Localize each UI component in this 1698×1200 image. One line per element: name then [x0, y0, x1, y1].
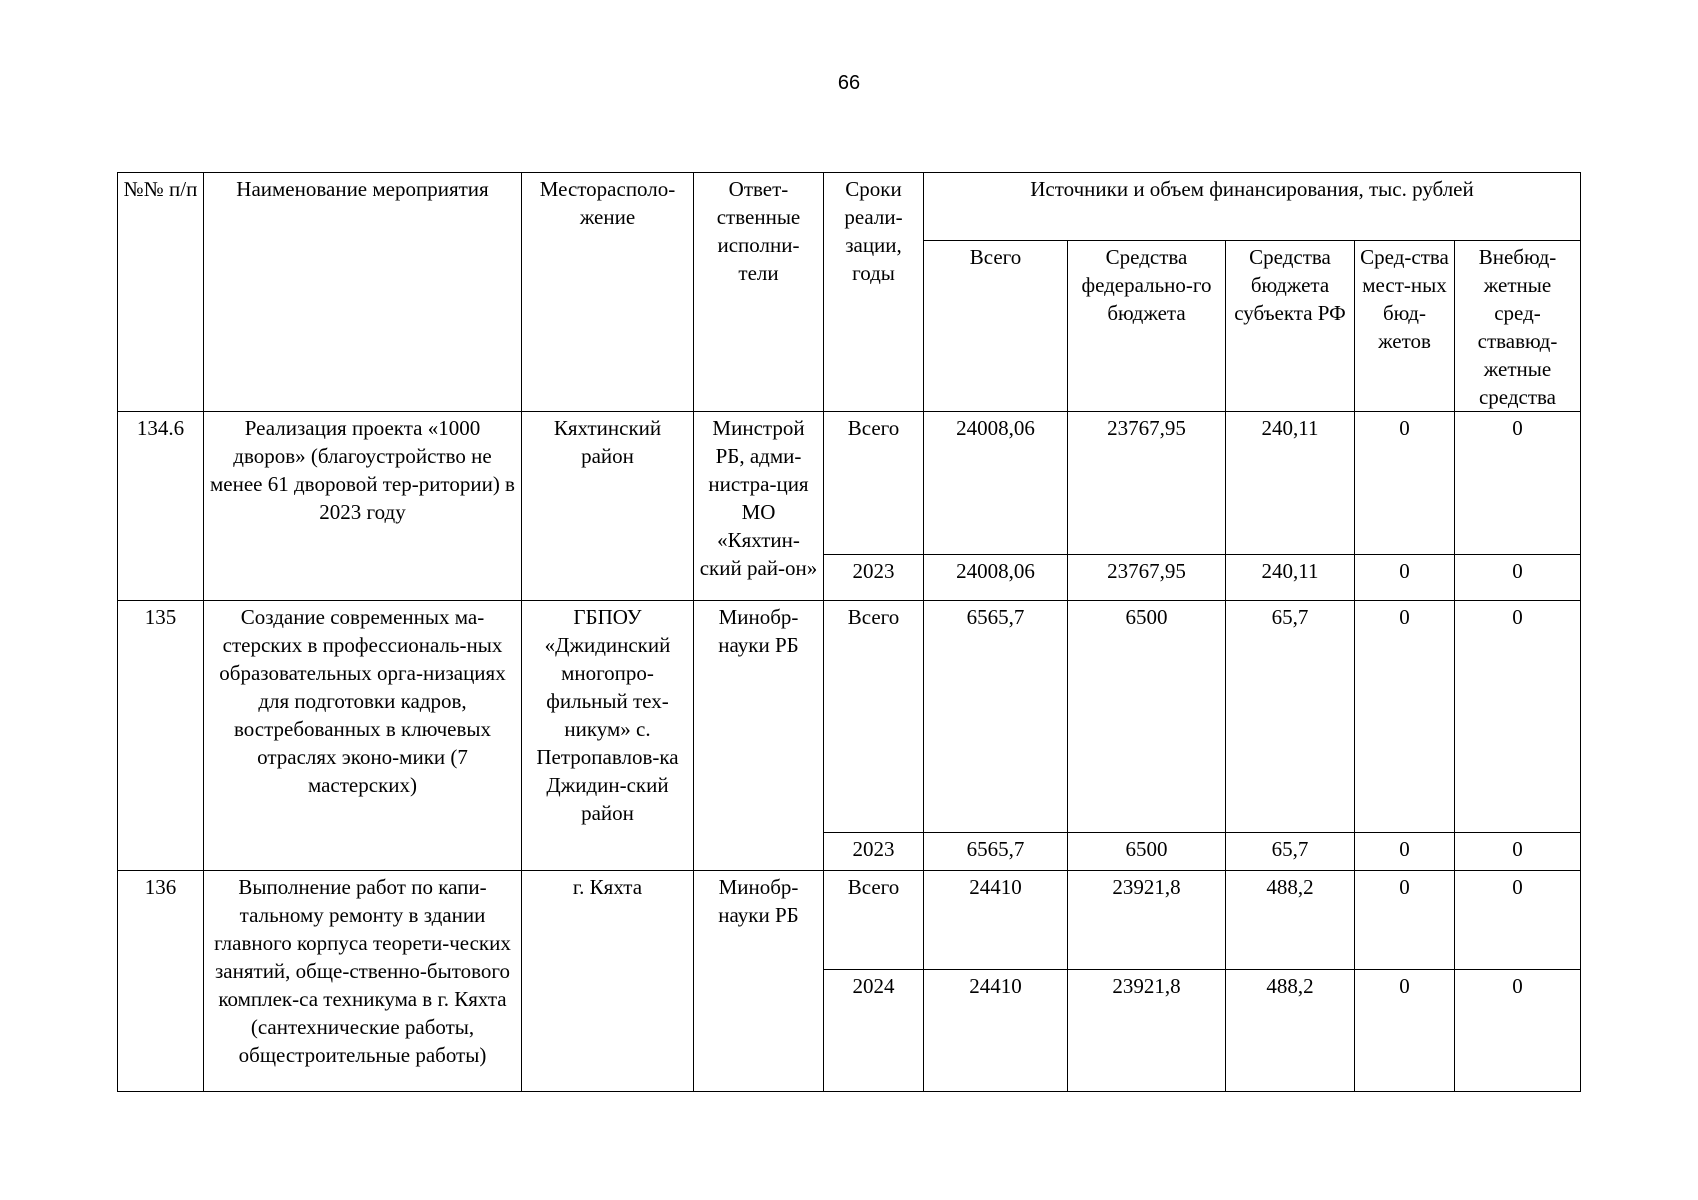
row-extra: 0	[1455, 601, 1581, 833]
row-subject: 240,11	[1226, 555, 1355, 601]
row-federal: 23921,8	[1068, 871, 1226, 970]
row-responsible: Минобр-науки РБ	[694, 601, 824, 871]
table-row	[118, 601, 1581, 833]
row-extra: 0	[1455, 871, 1581, 970]
row-total: 6565,7	[924, 833, 1068, 871]
row-federal: 23767,95	[1068, 412, 1226, 555]
row-local: 0	[1355, 601, 1455, 833]
row-total: 24410	[924, 970, 1068, 1092]
row-subject: 488,2	[1226, 871, 1355, 970]
header-federal: Средства федерально-го бюджета	[1068, 241, 1226, 412]
header-num: №№ п/п	[118, 173, 204, 412]
table-row	[118, 871, 1581, 970]
header-responsible: Ответ-ственные исполни-тели	[694, 173, 824, 412]
row-local: 0	[1355, 555, 1455, 601]
header-sources: Источники и объем финансирования, тыс. рублей	[924, 173, 1581, 241]
header-subject: Средства бюджета субъекта РФ	[1226, 241, 1355, 412]
row-local: 0	[1355, 970, 1455, 1092]
row-subject: 488,2	[1226, 970, 1355, 1092]
row-term: Всего	[824, 412, 924, 555]
row-term: 2023	[824, 555, 924, 601]
row-local: 0	[1355, 871, 1455, 970]
row-total: 6565,7	[924, 601, 1068, 833]
row-name: Реализация проекта «1000 дворов» (благоустройство не менее 61 дворовой тер-ритории) в 2023 году	[204, 412, 522, 601]
financing-table	[117, 172, 1581, 1092]
row-name: Создание современных ма-стерских в профессиональ-ных образовательных орга-низациях для подготовки кадров, востребованных в ключевых отраслях эконо-мики (7 мастерских)	[204, 601, 522, 871]
header-total: Всего	[924, 241, 1068, 412]
row-location: ГБПОУ «Джидинский многопро-фильный тех-никум» с. Петропавлов-ка Джидин-ский район	[522, 601, 694, 871]
page-number: 66	[837, 72, 861, 94]
row-responsible: Минобр-науки РБ	[694, 871, 824, 1092]
row-location: г. Кяхта	[522, 871, 694, 1092]
row-num: 136	[118, 871, 204, 1092]
header-extra: Внебюд-жетные сред-ствавюд-жетные средства	[1455, 241, 1581, 412]
header-terms: Сроки реали-зации, годы	[824, 173, 924, 412]
row-extra: 0	[1455, 833, 1581, 871]
row-local: 0	[1355, 412, 1455, 555]
row-total: 24410	[924, 871, 1068, 970]
row-location: Кяхтинский район	[522, 412, 694, 601]
row-responsible: Минстрой РБ, адми-нистра-ция МО «Кяхтин-ский рай-он»	[694, 412, 824, 601]
header-name: Наименование мероприятия	[204, 173, 522, 412]
row-subject: 65,7	[1226, 601, 1355, 833]
row-federal: 6500	[1068, 601, 1226, 833]
row-federal: 6500	[1068, 833, 1226, 871]
header-local: Сред-ства мест-ных бюд-жетов	[1355, 241, 1455, 412]
row-total: 24008,06	[924, 412, 1068, 555]
row-extra: 0	[1455, 970, 1581, 1092]
row-term: Всего	[824, 871, 924, 970]
row-extra: 0	[1455, 555, 1581, 601]
header-location: Месторасполо-жение	[522, 173, 694, 412]
table-row	[118, 412, 1581, 555]
row-subject: 240,11	[1226, 412, 1355, 555]
row-name: Выполнение работ по капи-тальному ремонту в здании главного корпуса теорети-ческих занятий, обще-ственно-бытового комплек-са техникума в г. Кяхта (сантехнические работы, общестроительные работы)	[204, 871, 522, 1092]
row-term: 2024	[824, 970, 924, 1092]
row-local: 0	[1355, 833, 1455, 871]
row-extra: 0	[1455, 412, 1581, 555]
row-term: 2023	[824, 833, 924, 871]
row-num: 135	[118, 601, 204, 871]
row-federal: 23767,95	[1068, 555, 1226, 601]
row-term: Всего	[824, 601, 924, 833]
row-total: 24008,06	[924, 555, 1068, 601]
row-num: 134.6	[118, 412, 204, 601]
row-subject: 65,7	[1226, 833, 1355, 871]
row-federal: 23921,8	[1068, 970, 1226, 1092]
